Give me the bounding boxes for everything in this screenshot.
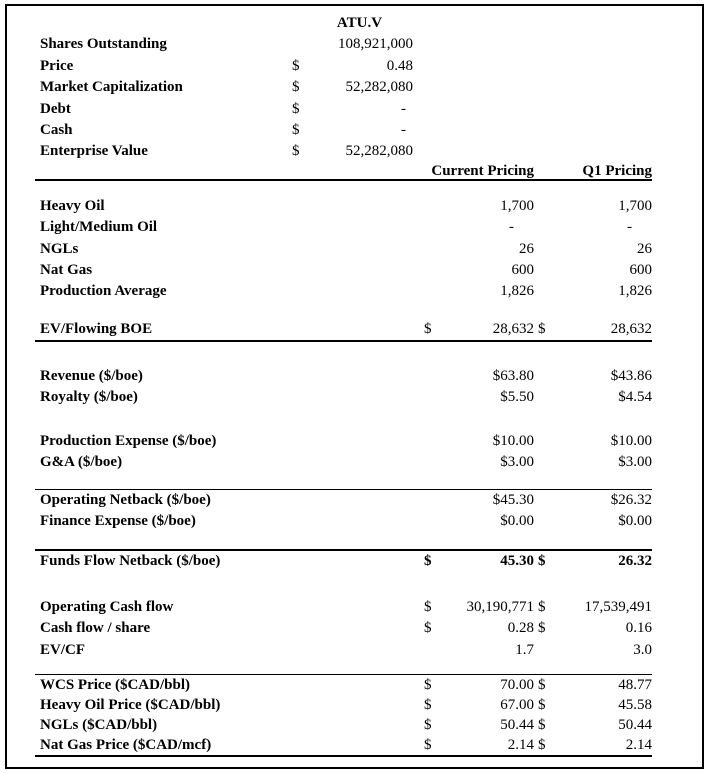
currency-symbol: $ xyxy=(538,553,546,570)
currency-symbol xyxy=(534,640,556,661)
cell-value-q1: - xyxy=(627,219,632,236)
currency-symbol: $ xyxy=(424,598,432,615)
cell-value-q1: 45.58 xyxy=(618,696,652,713)
divider xyxy=(35,755,652,757)
row-label: Market Capitalization xyxy=(40,79,183,96)
table-row xyxy=(40,281,652,302)
currency-symbol xyxy=(420,431,438,452)
table-row xyxy=(40,618,652,639)
cell-value-q1: 600 xyxy=(629,261,652,278)
row-label: EV/CF xyxy=(40,641,85,658)
currency-symbol xyxy=(534,387,556,408)
cell-value: 52,282,080 xyxy=(345,143,413,160)
cell-value-current: $10.00 xyxy=(492,432,534,449)
row-label: WCS Price ($CAD/bbl) xyxy=(40,676,190,693)
cell-value-current: 600 xyxy=(511,261,534,278)
cell-value-q1: $3.00 xyxy=(618,454,652,471)
cell-value-current: 1.7 xyxy=(515,641,534,658)
row-label: Light/Medium Oil xyxy=(40,219,158,236)
row-label: Royalty ($/boe) xyxy=(40,389,138,406)
cell-value-current: 2.14 xyxy=(507,736,534,753)
currency-symbol xyxy=(420,366,438,387)
table-row xyxy=(40,34,652,55)
currency-symbol: $ xyxy=(292,143,300,160)
currency-symbol xyxy=(420,239,438,260)
cell-value: 108,921,000 xyxy=(338,36,413,53)
row-label: Production Average xyxy=(40,283,167,300)
filler xyxy=(413,56,652,77)
table-row xyxy=(40,77,652,98)
currency-symbol: $ xyxy=(424,320,432,337)
cell-value-current: $63.80 xyxy=(492,368,534,385)
row-label: Shares Outstanding xyxy=(40,36,167,53)
section-funds-flow-netback xyxy=(40,551,652,572)
row-label: NGLs ($CAD/bbl) xyxy=(40,716,158,733)
cell-value-q1: 1,826 xyxy=(618,283,652,300)
table-row xyxy=(40,99,652,120)
cell-value: - xyxy=(401,121,406,138)
cell-value-current: 28,632 xyxy=(492,320,534,337)
currency-symbol xyxy=(420,217,438,238)
spreadsheet-table xyxy=(5,4,704,769)
cell-value-q1: $26.32 xyxy=(610,491,652,508)
section-production xyxy=(40,196,652,303)
table-row xyxy=(40,120,652,141)
row-label: Price xyxy=(40,57,74,74)
table-row xyxy=(40,239,652,260)
table-row xyxy=(40,511,652,532)
currency-symbol: $ xyxy=(292,57,300,74)
table-row xyxy=(40,640,652,661)
filler xyxy=(413,34,652,55)
cell-value-q1: 17,539,491 xyxy=(584,598,652,615)
cell-value-q1: 3.0 xyxy=(633,641,652,658)
section-cash-flow xyxy=(40,597,652,661)
cell-value-q1: 1,700 xyxy=(618,197,652,214)
currency-symbol: $ xyxy=(292,79,300,96)
currency-symbol xyxy=(534,511,556,532)
currency-symbol xyxy=(420,452,438,473)
row-label: Nat Gas Price ($CAD/mcf) xyxy=(40,736,212,753)
table-row xyxy=(40,715,652,735)
filler xyxy=(413,13,652,34)
cell-value-current: 30,190,771 xyxy=(466,598,534,615)
row-label: Debt xyxy=(40,100,71,117)
row-label: Enterprise Value xyxy=(40,143,148,160)
table-row xyxy=(40,141,652,162)
table-row xyxy=(40,551,652,572)
cell-value-current: - xyxy=(509,219,514,236)
section-expenses xyxy=(40,431,652,474)
row-label: Nat Gas xyxy=(40,261,93,278)
section-ev-flowing-boe xyxy=(40,319,652,340)
cell-value-current: 1,700 xyxy=(500,197,534,214)
table-row xyxy=(40,366,652,387)
table-row xyxy=(40,695,652,715)
table-row xyxy=(40,490,652,511)
section-operating-netback xyxy=(40,490,652,533)
currency-symbol xyxy=(534,452,556,473)
currency-symbol: $ xyxy=(292,121,300,138)
row-label: Operating Netback ($/boe) xyxy=(40,491,211,508)
table-row xyxy=(40,56,652,77)
cell-value-q1: 28,632 xyxy=(610,320,652,337)
table-row xyxy=(40,431,652,452)
pricing-header-row xyxy=(40,163,652,179)
row-label: EV/Flowing BOE xyxy=(40,320,153,337)
cell-value-current: 67.00 xyxy=(500,696,534,713)
cell-value-current: 45.30 xyxy=(500,553,534,570)
currency-symbol: $ xyxy=(538,620,546,637)
cell-value-q1: 50.44 xyxy=(618,716,652,733)
cell-value-current: 1,826 xyxy=(500,283,534,300)
cell-value-current: $0.00 xyxy=(500,513,534,530)
section-commodity-prices xyxy=(40,675,652,755)
currency-symbol: $ xyxy=(424,736,432,753)
table-row xyxy=(40,217,652,238)
currency-symbol: $ xyxy=(424,620,432,637)
table-row xyxy=(40,597,652,618)
column-header-q1-pricing: Q1 Pricing xyxy=(582,162,652,179)
cell-value-q1: 26 xyxy=(637,240,652,257)
currency-symbol: $ xyxy=(538,320,546,337)
table-row xyxy=(40,319,652,340)
currency-symbol xyxy=(534,196,556,217)
row-label: Operating Cash flow xyxy=(40,598,174,615)
filler xyxy=(40,163,420,179)
currency-symbol: $ xyxy=(538,736,546,753)
row-label: Heavy Oil xyxy=(40,197,105,214)
filler xyxy=(413,99,652,120)
cell-value-q1: 0.16 xyxy=(625,620,652,637)
cell-value-current: 26 xyxy=(519,240,534,257)
currency-symbol: $ xyxy=(538,676,546,693)
currency-symbol: $ xyxy=(538,716,546,733)
table-row xyxy=(40,196,652,217)
cell-value-q1: $4.54 xyxy=(618,389,652,406)
section-revenue-royalty xyxy=(40,366,652,409)
currency-symbol: $ xyxy=(424,696,432,713)
table-row xyxy=(40,452,652,473)
currency-symbol: $ xyxy=(538,696,546,713)
column-header-current-pricing: Current Pricing xyxy=(431,162,534,179)
currency-symbol xyxy=(534,366,556,387)
table-row xyxy=(40,13,652,34)
currency-symbol: $ xyxy=(424,676,432,693)
cell-value-current: 50.44 xyxy=(500,716,534,733)
table-row xyxy=(40,675,652,695)
row-label: Funds Flow Netback ($/boe) xyxy=(40,553,221,570)
cell-value-q1: 48.77 xyxy=(618,676,652,693)
row-label: Heavy Oil Price ($CAD/bbl) xyxy=(40,696,221,713)
row-label: Cash xyxy=(40,121,73,138)
row-label: Cash flow / share xyxy=(40,620,151,637)
currency-symbol xyxy=(534,281,556,302)
currency-symbol: $ xyxy=(292,100,300,117)
cell-value: - xyxy=(401,100,406,117)
cell-value-q1: $43.86 xyxy=(610,368,652,385)
currency-symbol xyxy=(420,511,438,532)
row-label: Production Expense ($/boe) xyxy=(40,432,217,449)
currency-symbol xyxy=(420,640,438,661)
cell-value-current: $3.00 xyxy=(500,454,534,471)
row-label xyxy=(40,13,288,34)
row-label: Finance Expense ($/boe) xyxy=(40,513,196,530)
currency-symbol xyxy=(420,387,438,408)
row-label: NGLs xyxy=(40,240,79,257)
ticker-title: ATU.V xyxy=(336,15,383,31)
currency-symbol xyxy=(420,260,438,281)
cell-value-current: 70.00 xyxy=(500,676,534,693)
currency-symbol xyxy=(534,260,556,281)
filler xyxy=(413,77,652,98)
cell-value-q1: 2.14 xyxy=(625,736,652,753)
table-row xyxy=(40,387,652,408)
cell-value-q1: 26.32 xyxy=(618,553,652,570)
currency-symbol xyxy=(534,490,556,511)
currency-symbol xyxy=(420,196,438,217)
currency-symbol xyxy=(534,431,556,452)
cell-value-current: $5.50 xyxy=(500,389,534,406)
cell-value-current: 0.28 xyxy=(507,620,534,637)
filler xyxy=(413,120,652,141)
cell-value-q1: $10.00 xyxy=(610,432,652,449)
cell-value-q1: $0.00 xyxy=(618,513,652,530)
currency-symbol xyxy=(288,34,306,55)
cell-value: 52,282,080 xyxy=(345,79,413,96)
table-row xyxy=(40,260,652,281)
table-row xyxy=(40,735,652,755)
filler xyxy=(413,141,652,162)
cell-value-current: $45.30 xyxy=(492,491,534,508)
cell-value: 0.48 xyxy=(386,57,413,74)
currency-symbol xyxy=(420,490,438,511)
currency-symbol: $ xyxy=(424,716,432,733)
currency-symbol xyxy=(420,281,438,302)
currency-symbol xyxy=(534,239,556,260)
currency-symbol xyxy=(288,13,306,34)
currency-symbol xyxy=(534,217,556,238)
currency-symbol: $ xyxy=(424,553,432,570)
row-label: Revenue ($/boe) xyxy=(40,368,143,385)
currency-symbol: $ xyxy=(538,598,546,615)
row-label: G&A ($/boe) xyxy=(40,454,123,471)
section-company-summary xyxy=(40,34,652,162)
